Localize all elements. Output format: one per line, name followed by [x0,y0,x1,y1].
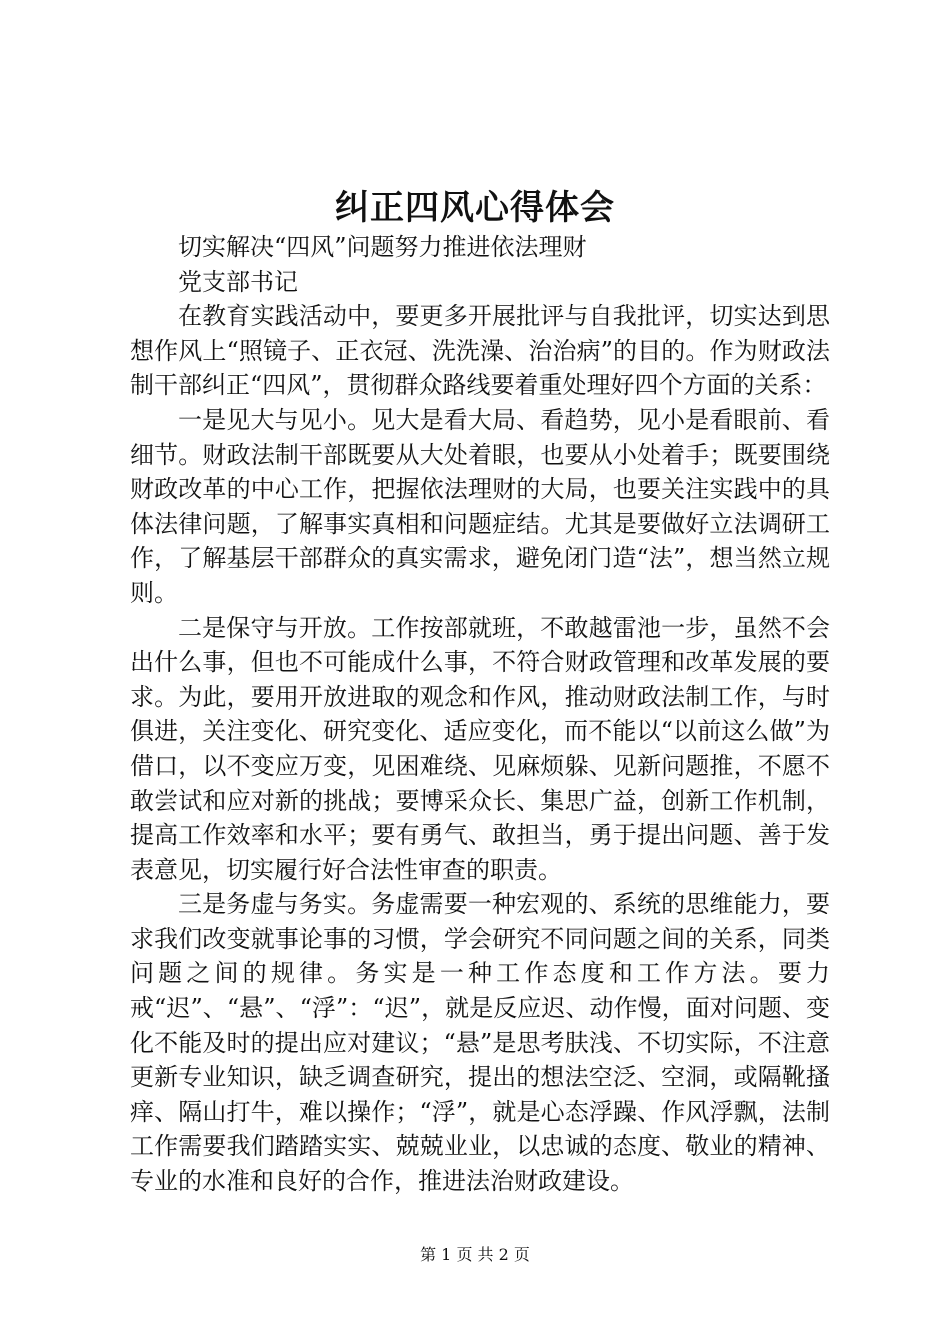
paragraph-point-one: 一是见大与见小。见大是看大局、看趋势，见小是看眼前、看细节。财政法制干部既要从大处着眼，也要从小处着手；既要围绕财政改革的中心工作，把握依法理财的大局，也要关注实践中的具体法律问题，了解事实真相和问题症结。尤其是要做好立法调研工作，了解基层干部群众的真实需求，避免闭门造“法”，想当然立规则。 [130,405,830,607]
document-title: 纠正四风心得体会 [335,188,615,228]
document-author: 党支部书记 [178,267,298,296]
paragraph-point-three: 三是务虚与务实。务虚需要一种宏观的、系统的思维能力，要求我们改变就事论事的习惯，学会研究不同问题之间的关系，同类问题之间的规律。务实是一种工作态度和工作方法。要力戒“迟”、“悬”、“浮”：“迟”，就是反应迟、动作慢，面对问题、变化不能及时的提出应对建议；“悬”是思考肤浅、不切实际，不注意更新专业知识，缺乏调查研究，提出的想法空泛、空洞，或隔靴搔痒、隔山打牛，难以操作；“浮”，就是心态浮躁、作风浮飘，法制工作需要我们踏踏实实、兢兢业业，以忠诚的态度、敬业的精神、专业的水准和良好的合作，推进法治财政建设。 [130,890,830,1196]
paragraph-point-two: 二是保守与开放。工作按部就班，不敢越雷池一步，虽然不会出什么事，但也不可能成什么事，不符合财政管理和改革发展的要求。为此，要用开放进取的观念和作风，推动财政法制工作，与时俱进，关注变化、研究变化、适应变化，而不能以“以前这么做”为借口，以不变应万变，见困难绕、见麻烦躲、见新问题推，不愿不敢尝试和应对新的挑战；要博采众长、集思广益，创新工作机制，提高工作效率和水平；要有勇气、敢担当，勇于提出问题、善于发表意见，切实履行好合法性审查的职责。 [130,613,830,884]
paragraph-intro: 在教育实践活动中，要更多开展批评与自我批评，切实达到思想作风上“照镜子、正衣冠、洗洗澡、治治病”的目的。作为财政法制干部纠正“四风”，贯彻群众路线要着重处理好四个方面的关系： [130,302,830,400]
document-body [130,230,830,1199]
document-subtitle: 切实解决“四风”问题努力推进依法理财 [178,233,587,261]
page-number-footer: 第 1 页 共 2 页 [420,1245,530,1264]
